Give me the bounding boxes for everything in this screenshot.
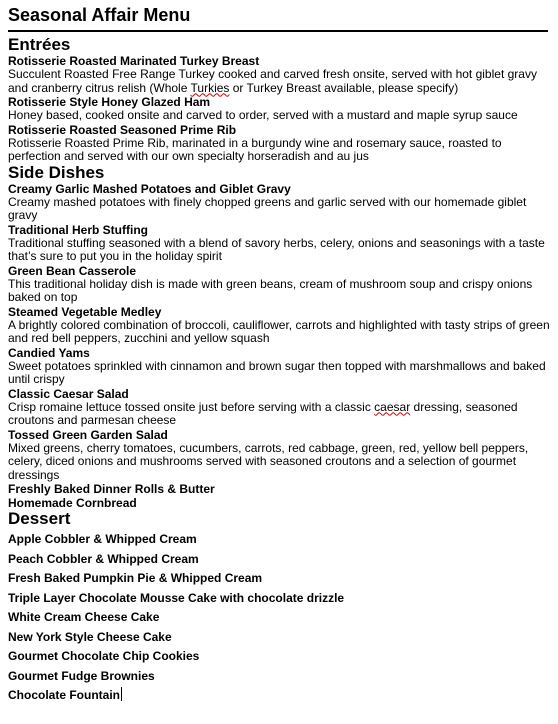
side-name: Creamy Garlic Mashed Potatoes and Giblet Gravy bbox=[8, 181, 291, 196]
side-desc: This traditional holiday dish is made with green beans, cream of mushroom soup and crispy onions baked on top bbox=[8, 276, 533, 304]
side-item bbox=[8, 264, 558, 305]
dessert-item: Peach Cobbler & Whipped Cream bbox=[8, 551, 199, 566]
spelling-flag: caesar bbox=[374, 399, 411, 414]
entree-name: Rotisserie Style Honey Glazed Ham bbox=[8, 95, 211, 109]
entree-name: Rotisserie Roasted Seasoned Prime Rib bbox=[8, 122, 237, 137]
text-cursor bbox=[121, 687, 122, 701]
side-item bbox=[8, 387, 558, 428]
dessert-item: Gourmet Fudge Brownies bbox=[8, 668, 155, 683]
entree-desc: Rotisserie Roasted Prime Rib, marinated in a burgundy wine and rosemary sauce, roasted to perfection and served with our own specialty horseradish and au jus bbox=[8, 135, 502, 163]
spelling-flag: Turkies bbox=[190, 80, 230, 95]
entree-desc: Honey based, cooked onsite and carved to order, served with a mustard and maple syrup sauce bbox=[8, 108, 518, 122]
side-item bbox=[8, 223, 558, 264]
side-name: Candied Yams bbox=[8, 345, 90, 360]
entree-item bbox=[8, 54, 558, 95]
side-name: Freshly Baked Dinner Rolls & Butter bbox=[8, 482, 215, 496]
side-item bbox=[8, 346, 558, 387]
dessert-item: Fresh Baked Pumpkin Pie & Whipped Cream bbox=[8, 571, 263, 585]
side-item bbox=[8, 428, 558, 483]
dessert-item: New York Style Cheese Cake bbox=[8, 629, 172, 644]
entree-item bbox=[8, 95, 558, 123]
side-name: Steamed Vegetable Medley bbox=[8, 304, 162, 319]
side-name: Green Bean Casserole bbox=[8, 263, 137, 278]
dessert-item bbox=[8, 686, 558, 706]
dessert-item: Gourmet Chocolate Chip Cookies bbox=[8, 649, 200, 663]
dessert-list bbox=[8, 530, 558, 706]
dessert-heading: Dessert bbox=[8, 509, 71, 528]
dessert-item-label: Chocolate Fountain bbox=[8, 688, 120, 702]
side-name: Tossed Green Garden Salad bbox=[8, 427, 168, 442]
side-desc: Crisp romaine lettuce tossed onsite just before serving with a classic caesar dressing, seasoned croutons and parmesan cheese bbox=[8, 399, 518, 427]
title-rule bbox=[8, 30, 548, 32]
entree-item bbox=[8, 123, 558, 164]
dessert-item: White Cream Cheese Cake bbox=[8, 610, 160, 624]
side-item bbox=[8, 182, 558, 223]
side-name: Homemade Cornbread bbox=[8, 496, 137, 510]
side-desc: Mixed greens, cherry tomatoes, cucumbers, carrots, red cabbage, green, red, yellow bell peppers, celery, diced onions and mushrooms served with seasoned croutons and a selection of gourmet dressings bbox=[8, 440, 529, 482]
side-name: Classic Caesar Salad bbox=[8, 386, 129, 401]
entrees-heading: Entrées bbox=[8, 35, 71, 54]
side-desc: Creamy mashed potatoes with finely chopped greens and garlic served with our homemade giblet gravy bbox=[8, 194, 527, 222]
menu-title: Seasonal Affair Menu bbox=[8, 5, 191, 25]
entree-desc: Succulent Roasted Free Range Turkey cooked and carved fresh onsite, served with hot giblet gravy and cranberry citrus relish (Whole Turkies or Turkey Breast available, please specify) bbox=[8, 67, 537, 95]
sides-heading: Side Dishes bbox=[8, 162, 105, 182]
side-desc: Traditional stuffing seasoned with a blend of savory herbs, celery, onions and seasonings with a taste that’s sure to put you in the holiday spirit bbox=[8, 235, 545, 263]
side-name: Traditional Herb Stuffing bbox=[8, 222, 148, 237]
entree-name: Rotisserie Roasted Marinated Turkey Breast bbox=[8, 54, 260, 68]
side-desc: A brightly colored combination of broccoli, cauliflower, carrots and highlighted with tasty strips of green and red bell peppers, zucchini and yellow squash bbox=[8, 317, 550, 345]
side-desc: Sweet potatoes sprinkled with cinnamon and brown sugar then topped with marshmallows and baked until crispy bbox=[8, 358, 546, 386]
dessert-item: Apple Cobbler & Whipped Cream bbox=[8, 532, 197, 546]
side-item bbox=[8, 305, 558, 346]
dessert-item: Triple Layer Chocolate Mousse Cake with chocolate drizzle bbox=[8, 590, 345, 605]
